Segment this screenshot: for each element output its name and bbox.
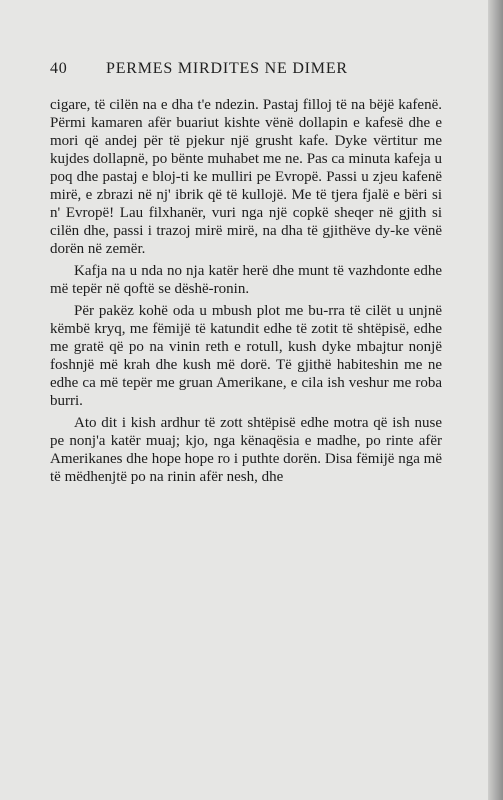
running-title: PERMES MIRDITES NE DIMER [106,60,348,77]
book-gutter [488,0,503,800]
page-number: 40 [50,60,68,77]
paragraph-4: Ato dit i kish ardhur të zott shtëpisë edhe motra që ish nuse pe nonj'a katër muaj; kjo, nga kënaqësia e madhe, po rinte afër Amerikanes dhe hope hope ro i puthte dorën. Disa fëmijë nga më të mëdhenjtë po na rinin afër nesh, dhe [50,415,442,485]
paragraph-3: Për pakëz kohë oda u mbush plot me bu-rra të cilët u unjnë këmbë kryq, me fëmijë të katundit edhe të zotit të shtëpisë, edhe me gratë që po na vinin reth e rotull, kush dyke mbajtur nonjë foshnjë më krah dhe kush më dorë. Të gjithë habiteshin me ne edhe ca më tepër me gruan Amerikane, e cila ish veshur me roba burri. [50,303,442,409]
paragraph-2: Kafja na u nda no nja katër herë dhe munt të vazhdonte edhe më tepër në qoftë se dëshë-ronin. [50,263,442,297]
body-text [50,96,442,490]
page-header [50,60,450,84]
paragraph-1: cigare, të cilën na e dha t'e ndezin. Pastaj filloj të na bëjë kafenë. Përmi kamaren afër buariut kishte vënë dollapin e kafesë dhe e mori që andej për të pjekur një grusht kafe. Dyke vërtitur me kujdes dollapnë, po bënte muhabet me ne. Pas ca minuta kafeja u poq dhe pastaj e bloj-ti ke mulliri pe Evropë. Passi u zjeu kafenë mirë, e zbrazi në nj' ibrik që të kullojë. Me të tjera fjalë e bëri si n' Evropë! Lau filxhanër, vuri nga një copkë sheqer në gjith si cilën dhe, passi i trazoj mirë mirë, na dha të gjithëve dy-ke vënë dorën në zemër. [50,97,442,257]
